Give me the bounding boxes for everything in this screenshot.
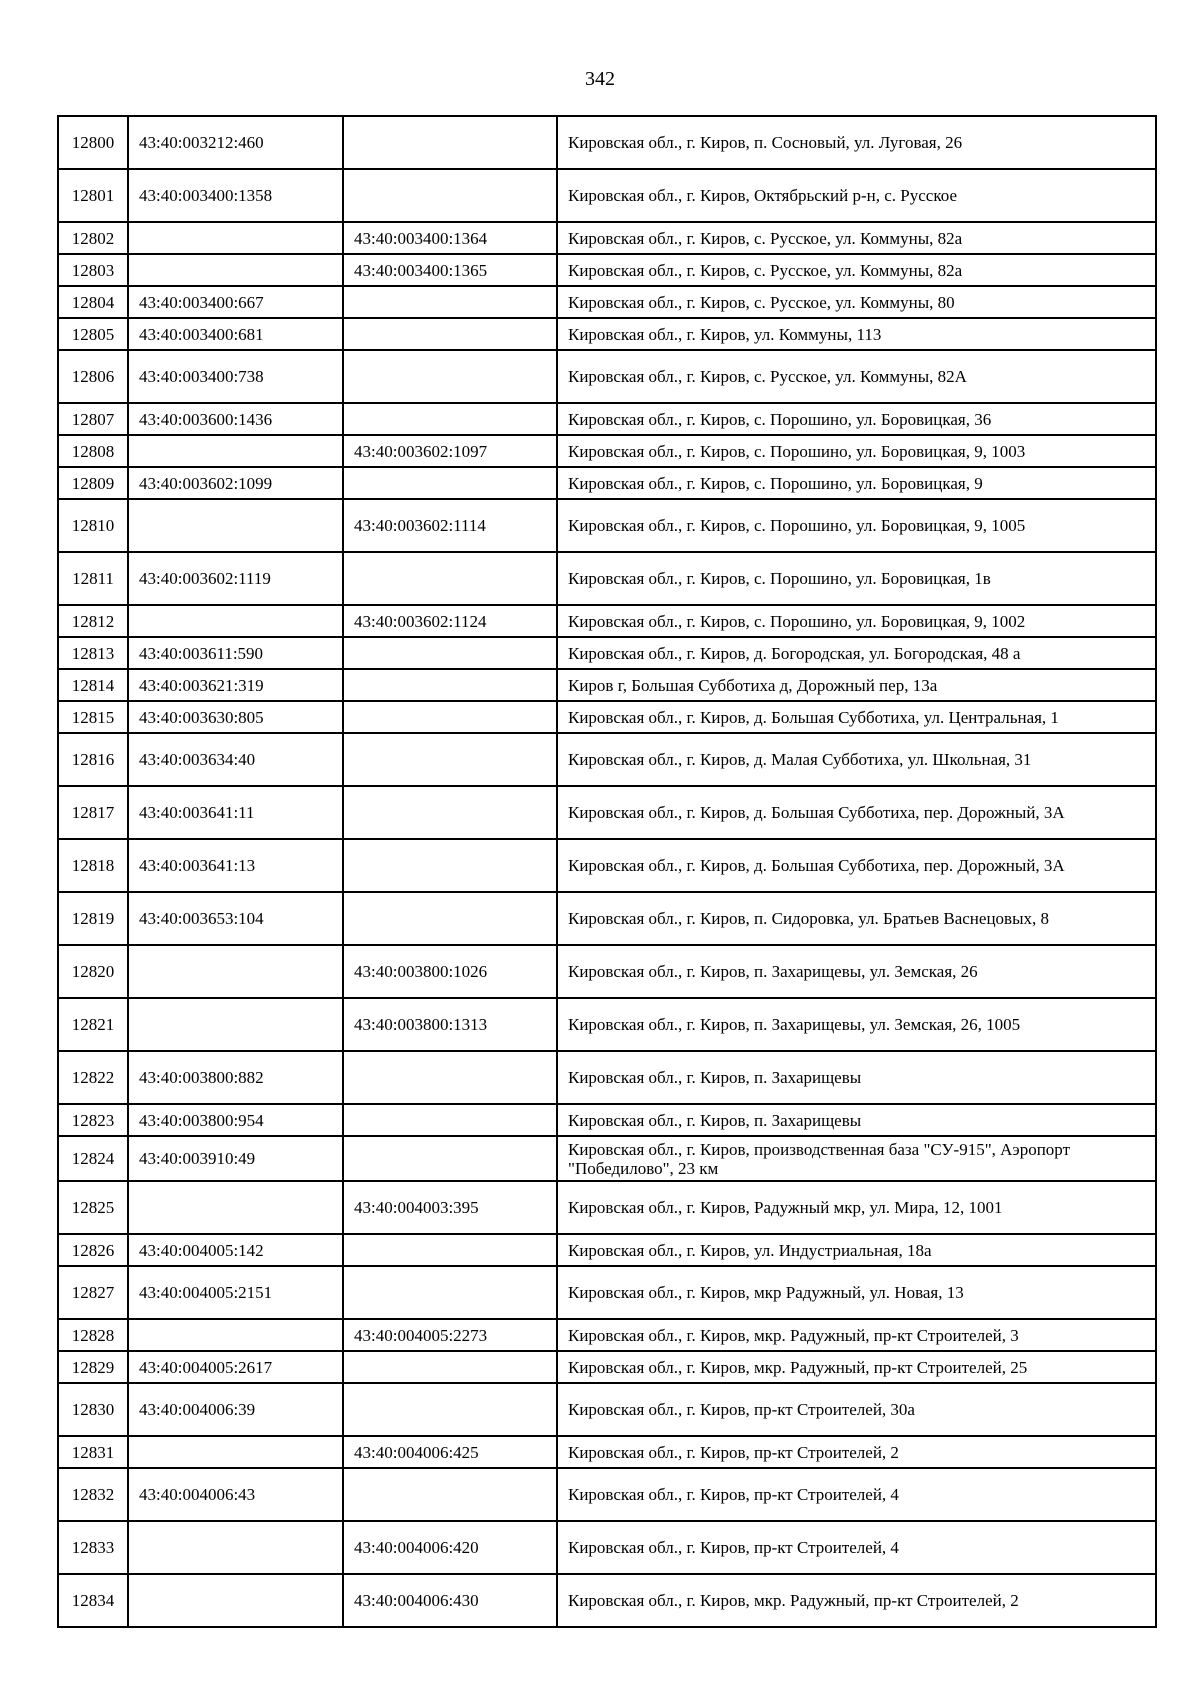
address-cell: Кировская обл., г. Киров, производственная база "СУ-915", Аэропорт "Победилово", 23 км <box>557 1136 1156 1181</box>
cadastral-number-cell: 43:40:003400:667 <box>128 286 343 318</box>
table-row <box>58 552 1156 605</box>
row-number-cell: 12833 <box>58 1521 128 1574</box>
cadastral-number-secondary-cell: 43:40:003602:1097 <box>343 435 557 467</box>
address-cell: Кировская обл., г. Киров, пр-кт Строителей, 4 <box>557 1468 1156 1521</box>
row-number-cell: 12825 <box>58 1181 128 1234</box>
row-number-cell: 12804 <box>58 286 128 318</box>
table-row <box>58 1436 1156 1468</box>
cadastral-number-secondary-cell <box>343 350 557 403</box>
row-number-cell: 12816 <box>58 733 128 786</box>
cadastral-number-cell: 43:40:003800:954 <box>128 1104 343 1136</box>
table-row <box>58 605 1156 637</box>
table-row <box>58 318 1156 350</box>
row-number-cell: 12829 <box>58 1351 128 1383</box>
cadastral-number-cell <box>128 1574 343 1627</box>
cadastral-number-secondary-cell: 43:40:003800:1026 <box>343 945 557 998</box>
cadastral-number-cell: 43:40:003400:681 <box>128 318 343 350</box>
cadastral-number-cell: 43:40:004006:39 <box>128 1383 343 1436</box>
address-cell: Кировская обл., г. Киров, с. Порошино, ул. Боровицкая, 9, 1003 <box>557 435 1156 467</box>
cadastral-number-secondary-cell: 43:40:003602:1124 <box>343 605 557 637</box>
address-cell: Кировская обл., г. Киров, мкр. Радужный, пр-кт Строителей, 2 <box>557 1574 1156 1627</box>
cadastral-number-cell <box>128 1521 343 1574</box>
row-number-cell: 12820 <box>58 945 128 998</box>
table-row <box>58 637 1156 669</box>
address-cell: Кировская обл., г. Киров, п. Захарищевы, ул. Земская, 26 <box>557 945 1156 998</box>
row-number-cell: 12809 <box>58 467 128 499</box>
row-number-cell: 12802 <box>58 222 128 254</box>
table-row <box>58 286 1156 318</box>
address-cell: Кировская обл., г. Киров, ул. Индустриальная, 18а <box>557 1234 1156 1266</box>
address-cell: Кировская обл., г. Киров, п. Захарищевы <box>557 1104 1156 1136</box>
address-cell: Кировская обл., г. Киров, с. Порошино, ул. Боровицкая, 1в <box>557 552 1156 605</box>
cadastral-number-secondary-cell: 43:40:004003:395 <box>343 1181 557 1234</box>
cadastral-number-cell: 43:40:003910:49 <box>128 1136 343 1181</box>
table-row <box>58 435 1156 467</box>
cadastral-number-secondary-cell <box>343 169 557 222</box>
cadastral-number-cell <box>128 1181 343 1234</box>
address-cell: Кировская обл., г. Киров, мкр. Радужный, пр-кт Строителей, 25 <box>557 1351 1156 1383</box>
address-cell: Кировская обл., г. Киров, мкр. Радужный, пр-кт Строителей, 3 <box>557 1319 1156 1351</box>
row-number-cell: 12830 <box>58 1383 128 1436</box>
table-row <box>58 467 1156 499</box>
row-number-cell: 12817 <box>58 786 128 839</box>
cadastral-number-cell: 43:40:003621:319 <box>128 669 343 701</box>
address-cell: Кировская обл., г. Киров, Радужный мкр, ул. Мира, 12, 1001 <box>557 1181 1156 1234</box>
cadastral-number-secondary-cell <box>343 467 557 499</box>
cadastral-number-secondary-cell <box>343 552 557 605</box>
cadastral-number-secondary-cell: 43:40:003800:1313 <box>343 998 557 1051</box>
cadastral-number-secondary-cell <box>343 733 557 786</box>
address-cell: Кировская обл., г. Киров, пр-кт Строителей, 4 <box>557 1521 1156 1574</box>
address-cell: Кировская обл., г. Киров, с. Русское, ул. Коммуны, 82А <box>557 350 1156 403</box>
address-cell: Кировская обл., г. Киров, п. Захарищевы <box>557 1051 1156 1104</box>
cadastral-number-cell <box>128 605 343 637</box>
row-number-cell: 12822 <box>58 1051 128 1104</box>
address-cell: Кировская обл., г. Киров, с. Порошино, ул. Боровицкая, 9 <box>557 467 1156 499</box>
registry-table <box>57 115 1157 1628</box>
cadastral-number-cell: 43:40:004005:2617 <box>128 1351 343 1383</box>
cadastral-number-secondary-cell: 43:40:003400:1365 <box>343 254 557 286</box>
table-row <box>58 1136 1156 1181</box>
cadastral-number-secondary-cell <box>343 1351 557 1383</box>
cadastral-number-cell: 43:40:004006:43 <box>128 1468 343 1521</box>
table-row <box>58 1181 1156 1234</box>
address-cell: Кировская обл., г. Киров, п. Сосновый, ул. Луговая, 26 <box>557 116 1156 169</box>
table-row <box>58 499 1156 552</box>
row-number-cell: 12803 <box>58 254 128 286</box>
table-row <box>58 1266 1156 1319</box>
row-number-cell: 12807 <box>58 403 128 435</box>
cadastral-number-cell: 43:40:003212:460 <box>128 116 343 169</box>
cadastral-number-cell <box>128 1436 343 1468</box>
address-cell: Кировская обл., г. Киров, с. Порошино, ул. Боровицкая, 36 <box>557 403 1156 435</box>
address-cell: Кировская обл., г. Киров, ул. Коммуны, 113 <box>557 318 1156 350</box>
cadastral-number-secondary-cell: 43:40:003602:1114 <box>343 499 557 552</box>
page-number: 342 <box>585 68 615 90</box>
table-row <box>58 116 1156 169</box>
address-cell: Киров г, Большая Субботиха д, Дорожный пер, 13а <box>557 669 1156 701</box>
table-row <box>58 701 1156 733</box>
cadastral-number-cell <box>128 222 343 254</box>
cadastral-number-secondary-cell <box>343 1051 557 1104</box>
table-row <box>58 839 1156 892</box>
table-row <box>58 786 1156 839</box>
cadastral-number-cell <box>128 998 343 1051</box>
table-row <box>58 1319 1156 1351</box>
cadastral-number-cell <box>128 499 343 552</box>
table-row <box>58 1104 1156 1136</box>
address-cell: Кировская обл., г. Киров, с. Русское, ул. Коммуны, 82а <box>557 254 1156 286</box>
cadastral-number-cell: 43:40:003611:590 <box>128 637 343 669</box>
table-row <box>58 169 1156 222</box>
table-row <box>58 1574 1156 1627</box>
cadastral-number-secondary-cell <box>343 1136 557 1181</box>
cadastral-number-secondary-cell <box>343 1234 557 1266</box>
table-row <box>58 1521 1156 1574</box>
row-number-cell: 12828 <box>58 1319 128 1351</box>
table-row <box>58 254 1156 286</box>
cadastral-number-cell: 43:40:003800:882 <box>128 1051 343 1104</box>
cadastral-number-secondary-cell <box>343 637 557 669</box>
row-number-cell: 12834 <box>58 1574 128 1627</box>
cadastral-number-secondary-cell <box>343 669 557 701</box>
address-cell: Кировская обл., г. Киров, д. Малая Субботиха, ул. Школьная, 31 <box>557 733 1156 786</box>
cadastral-number-secondary-cell <box>343 1104 557 1136</box>
cadastral-number-secondary-cell <box>343 286 557 318</box>
row-number-cell: 12827 <box>58 1266 128 1319</box>
table-row <box>58 1383 1156 1436</box>
table-row <box>58 350 1156 403</box>
cadastral-number-secondary-cell: 43:40:004006:425 <box>343 1436 557 1468</box>
cadastral-number-cell: 43:40:003600:1436 <box>128 403 343 435</box>
cadastral-number-secondary-cell <box>343 116 557 169</box>
cadastral-number-cell: 43:40:003630:805 <box>128 701 343 733</box>
cadastral-number-secondary-cell <box>343 318 557 350</box>
row-number-cell: 12814 <box>58 669 128 701</box>
table-row <box>58 892 1156 945</box>
address-cell: Кировская обл., г. Киров, д. Богородская, ул. Богородская, 48 а <box>557 637 1156 669</box>
cadastral-number-cell: 43:40:003653:104 <box>128 892 343 945</box>
row-number-cell: 12823 <box>58 1104 128 1136</box>
table-row <box>58 1468 1156 1521</box>
address-cell: Кировская обл., г. Киров, пр-кт Строителей, 2 <box>557 1436 1156 1468</box>
row-number-cell: 12826 <box>58 1234 128 1266</box>
table-row <box>58 1234 1156 1266</box>
cadastral-number-secondary-cell <box>343 1383 557 1436</box>
row-number-cell: 12824 <box>58 1136 128 1181</box>
table-row <box>58 733 1156 786</box>
address-cell: Кировская обл., г. Киров, пр-кт Строителей, 30а <box>557 1383 1156 1436</box>
cadastral-number-secondary-cell <box>343 1266 557 1319</box>
table-row <box>58 998 1156 1051</box>
cadastral-number-cell: 43:40:003641:11 <box>128 786 343 839</box>
address-cell: Кировская обл., г. Киров, с. Порошино, ул. Боровицкая, 9, 1005 <box>557 499 1156 552</box>
cadastral-number-cell: 43:40:003602:1119 <box>128 552 343 605</box>
row-number-cell: 12818 <box>58 839 128 892</box>
row-number-cell: 12801 <box>58 169 128 222</box>
row-number-cell: 12805 <box>58 318 128 350</box>
row-number-cell: 12819 <box>58 892 128 945</box>
cadastral-number-secondary-cell: 43:40:004006:420 <box>343 1521 557 1574</box>
cadastral-number-cell: 43:40:003641:13 <box>128 839 343 892</box>
cadastral-number-secondary-cell <box>343 839 557 892</box>
table-row <box>58 403 1156 435</box>
cadastral-number-cell <box>128 1319 343 1351</box>
cadastral-number-secondary-cell <box>343 403 557 435</box>
address-cell: Кировская обл., г. Киров, с. Русское, ул. Коммуны, 82а <box>557 222 1156 254</box>
cadastral-number-secondary-cell: 43:40:003400:1364 <box>343 222 557 254</box>
registry-table-body <box>58 116 1156 1627</box>
row-number-cell: 12832 <box>58 1468 128 1521</box>
table-row <box>58 1051 1156 1104</box>
cadastral-number-cell: 43:40:003602:1099 <box>128 467 343 499</box>
cadastral-number-secondary-cell: 43:40:004006:430 <box>343 1574 557 1627</box>
address-cell: Кировская обл., г. Киров, д. Большая Субботиха, ул. Центральная, 1 <box>557 701 1156 733</box>
row-number-cell: 12811 <box>58 552 128 605</box>
address-cell: Кировская обл., г. Киров, с. Русское, ул. Коммуны, 80 <box>557 286 1156 318</box>
address-cell: Кировская обл., г. Киров, п. Сидоровка, ул. Братьев Васнецовых, 8 <box>557 892 1156 945</box>
row-number-cell: 12808 <box>58 435 128 467</box>
row-number-cell: 12821 <box>58 998 128 1051</box>
table-row <box>58 1351 1156 1383</box>
address-cell: Кировская обл., г. Киров, Октябрьский р-н, с. Русское <box>557 169 1156 222</box>
cadastral-number-secondary-cell: 43:40:004005:2273 <box>343 1319 557 1351</box>
address-cell: Кировская обл., г. Киров, д. Большая Субботиха, пер. Дорожный, 3А <box>557 786 1156 839</box>
row-number-cell: 12800 <box>58 116 128 169</box>
row-number-cell: 12810 <box>58 499 128 552</box>
cadastral-number-cell: 43:40:003400:1358 <box>128 169 343 222</box>
row-number-cell: 12812 <box>58 605 128 637</box>
table-row <box>58 222 1156 254</box>
cadastral-number-cell: 43:40:003634:40 <box>128 733 343 786</box>
cadastral-number-secondary-cell <box>343 701 557 733</box>
row-number-cell: 12806 <box>58 350 128 403</box>
cadastral-number-secondary-cell <box>343 786 557 839</box>
row-number-cell: 12815 <box>58 701 128 733</box>
cadastral-number-cell <box>128 945 343 998</box>
table-row <box>58 669 1156 701</box>
address-cell: Кировская обл., г. Киров, мкр Радужный, ул. Новая, 13 <box>557 1266 1156 1319</box>
row-number-cell: 12831 <box>58 1436 128 1468</box>
cadastral-number-secondary-cell <box>343 1468 557 1521</box>
row-number-cell: 12813 <box>58 637 128 669</box>
cadastral-number-cell <box>128 254 343 286</box>
cadastral-number-secondary-cell <box>343 892 557 945</box>
cadastral-number-cell: 43:40:004005:142 <box>128 1234 343 1266</box>
cadastral-number-cell: 43:40:004005:2151 <box>128 1266 343 1319</box>
address-cell: Кировская обл., г. Киров, д. Большая Субботиха, пер. Дорожный, 3А <box>557 839 1156 892</box>
cadastral-number-cell <box>128 435 343 467</box>
table-row <box>58 945 1156 998</box>
address-cell: Кировская обл., г. Киров, с. Порошино, ул. Боровицкая, 9, 1002 <box>557 605 1156 637</box>
cadastral-number-cell: 43:40:003400:738 <box>128 350 343 403</box>
address-cell: Кировская обл., г. Киров, п. Захарищевы, ул. Земская, 26, 1005 <box>557 998 1156 1051</box>
